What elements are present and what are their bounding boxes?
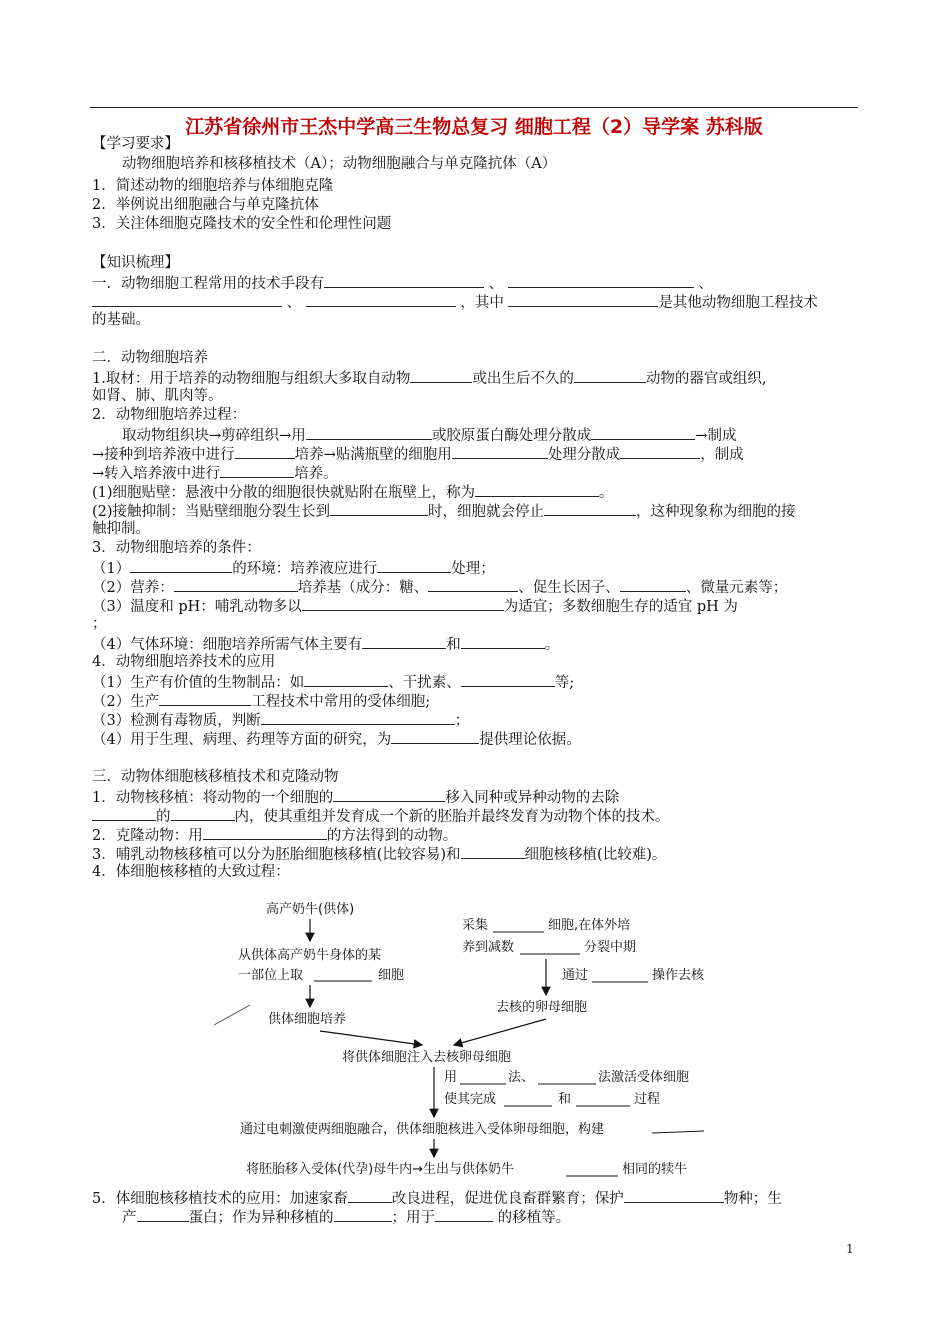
text: 物种；生 <box>723 1191 782 1207</box>
text: 等; <box>554 675 575 691</box>
fill-blank[interactable] <box>306 425 432 440</box>
section-2-line <box>92 463 338 484</box>
fill-blank[interactable] <box>304 672 388 687</box>
diagram-label: 细胞,在体外培 <box>548 918 631 933</box>
section-2-line <box>92 634 559 655</box>
section-2-line <box>92 558 495 579</box>
fill-blank[interactable] <box>171 806 235 821</box>
text: 培养基（成分：糖、 <box>297 580 429 596</box>
fill-blank[interactable] <box>306 292 456 307</box>
text: 、微量元素等； <box>685 580 788 596</box>
fill-blank[interactable] <box>620 577 686 592</box>
fill-blank[interactable] <box>137 1207 189 1222</box>
text: 或胶原蛋白酶处理分散成 <box>431 428 592 444</box>
section-2-line: 2．动物细胞培养过程： <box>92 407 247 423</box>
section-2-line <box>92 444 744 465</box>
section-1-line: 、 ，其中 是其他动物细胞工程技术 <box>92 292 818 313</box>
text: 3．哺乳动物核移植可以分为胚胎细胞核移植(比较容易)和 <box>92 847 461 863</box>
diagram-label: 相同的犊牛 <box>622 1162 688 1177</box>
text: 的移植等。 <box>497 1210 571 1226</box>
diagram-label: 和 <box>558 1092 572 1107</box>
section-3-line <box>92 844 666 865</box>
text: （4）用于生理、病理、药理等方面的研究，为 <box>92 732 392 748</box>
text: （1）生产有价值的生物制品：如 <box>92 675 305 691</box>
fill-blank[interactable] <box>508 273 694 288</box>
section-2-line <box>92 577 787 598</box>
diagram-blank <box>652 1131 704 1133</box>
section-3-line <box>92 787 619 808</box>
fill-blank[interactable] <box>461 672 555 687</box>
text: 改良进程，促进优良畜群繁育；保护 <box>391 1191 624 1207</box>
fill-blank[interactable] <box>461 844 525 859</box>
section-3-line <box>92 825 457 846</box>
fill-blank[interactable] <box>203 825 327 840</box>
section-heading-requirements: 【学习要求】 <box>92 136 179 152</box>
text: （4）气体环境：细胞培养所需气体主要有 <box>92 637 363 653</box>
diagram-label: 法激活受体细胞 <box>598 1070 690 1085</box>
page-number: 1 <box>846 1242 854 1256</box>
requirement-item: 3．关注体细胞克隆技术的安全性和伦理性问题 <box>92 216 392 232</box>
fill-blank[interactable] <box>544 501 636 516</box>
section-3-line <box>122 1207 570 1228</box>
text: 培养。 <box>294 466 338 482</box>
text: 或出生后不久的 <box>472 371 574 387</box>
text: 是其他动物细胞工程技术 <box>658 295 818 311</box>
text: 动物的器官或组织, <box>645 371 767 387</box>
diagram-label: 通过 <box>562 968 589 983</box>
diagram-label: 养到减数 <box>462 940 515 955</box>
section-2-line: ； <box>92 616 107 632</box>
section-3-line: 4．体细胞核移植的大致过程： <box>92 864 290 880</box>
section-3-line <box>92 1188 782 1209</box>
top-rule <box>90 107 858 108</box>
text: （2）生产 <box>92 694 160 710</box>
diagram-label: 分裂中期 <box>584 940 637 955</box>
text: 提供理论依据。 <box>479 732 581 748</box>
section-2-line <box>92 710 469 731</box>
diagram-label: 使其完成 <box>444 1092 497 1107</box>
text: 1.取材：用于培养的动物细胞与组织大多取自动物 <box>92 371 411 387</box>
text: ，制成 <box>700 447 744 463</box>
fill-blank[interactable] <box>508 292 658 307</box>
text: （1） <box>92 561 131 577</box>
diagram-label: 供体细胞培养 <box>268 1012 347 1027</box>
section-1-line: 的基础。 <box>92 312 150 328</box>
section-2-line <box>92 368 766 389</box>
section-3-heading: 三．动物体细胞核移植技术和克隆动物 <box>92 769 339 785</box>
text: 蛋白；作为异种移植的 <box>188 1210 334 1226</box>
diagram-label: 法、 <box>508 1070 535 1085</box>
diagram-label: 一部位上取 <box>238 968 304 983</box>
fill-blank[interactable] <box>302 596 504 611</box>
text: 产 <box>122 1210 137 1226</box>
text: 时，细胞就会停止 <box>428 504 545 520</box>
fill-blank[interactable] <box>428 577 518 592</box>
text: ； <box>454 713 470 729</box>
fill-blank[interactable] <box>620 444 700 459</box>
text: （3）温度和 pH：哺乳动物多以 <box>92 599 302 615</box>
nuclear-transfer-diagram <box>200 895 740 1185</box>
fill-blank[interactable] <box>348 1188 392 1203</box>
text: →制成 <box>695 428 737 444</box>
arrow <box>454 1019 546 1045</box>
text: 工程技术中常用的受体细胞; <box>251 694 431 710</box>
diagram-label: 过程 <box>634 1092 661 1107</box>
text: (1)细胞贴壁：悬液中分散的细胞很快就贴附在瓶壁上，称为 <box>92 485 476 501</box>
fill-blank[interactable] <box>261 710 455 725</box>
fill-blank[interactable] <box>334 1207 392 1222</box>
fill-blank[interactable] <box>410 368 472 383</box>
section-2-line <box>92 501 796 522</box>
fill-blank[interactable] <box>92 806 156 821</box>
fill-blank[interactable] <box>461 634 545 649</box>
fill-blank[interactable] <box>324 273 484 288</box>
text: 、促生长因子、 <box>518 580 620 596</box>
diagram-label: 采集 <box>462 918 489 933</box>
pointer-line <box>214 1005 250 1025</box>
text: 取动物组织块→剪碎组织→用 <box>122 428 306 444</box>
section-2-line <box>92 672 574 693</box>
text: 的方法得到的动物。 <box>326 828 458 844</box>
text: 为适宜；多数细胞生存的适宜 pH 为 <box>503 599 738 615</box>
text: (2)接触抑制：当贴壁细胞分裂生长到 <box>92 504 331 520</box>
fill-blank[interactable] <box>130 558 232 573</box>
fill-blank[interactable] <box>174 577 298 592</box>
text: 细胞核移植(比较难)。 <box>524 847 667 863</box>
diagram-label: 细胞 <box>378 968 405 983</box>
text: 的 <box>156 809 171 825</box>
text: （2）营养： <box>92 580 174 596</box>
section-heading-knowledge: 【知识梳理】 <box>92 255 179 271</box>
text: ，这种现象称为细胞的接 <box>636 504 796 520</box>
fill-blank[interactable] <box>159 691 251 706</box>
section-1-line: 一．动物细胞工程常用的技术手段有 、 、 <box>92 273 713 294</box>
section-2-line <box>92 729 581 750</box>
section-2-line <box>92 596 738 617</box>
fill-blank[interactable] <box>220 463 294 478</box>
text: ；用于 <box>391 1210 435 1226</box>
fill-blank[interactable] <box>92 292 282 307</box>
text: 。 <box>544 637 560 653</box>
text: 1．动物核移植：将动物的一个细胞的 <box>92 790 334 806</box>
fill-blank[interactable] <box>435 1207 493 1222</box>
diagram-label: 从供体高产奶牛身体的某 <box>238 948 382 963</box>
fill-blank[interactable] <box>624 1188 724 1203</box>
fill-blank[interactable] <box>475 482 599 497</box>
arrow <box>320 1031 422 1045</box>
text: 处理分散成 <box>547 447 621 463</box>
text: 的环境：培养液应进行 <box>232 561 378 577</box>
fill-blank[interactable] <box>362 634 446 649</box>
text: 一．动物细胞工程常用的技术手段有 <box>92 276 324 292</box>
text: 。 <box>599 485 614 501</box>
fill-blank[interactable] <box>452 444 548 459</box>
section-2-line <box>122 425 736 446</box>
requirement-main: 动物细胞培养和核移植技术（A）；动物细胞融合与单克隆抗体（A） <box>122 156 557 172</box>
diagram-label: 用 <box>444 1070 458 1085</box>
section-2-line <box>92 482 614 503</box>
text: 移入同种或异种动物的去除 <box>445 790 620 806</box>
fill-blank[interactable] <box>391 729 479 744</box>
text: ，其中 <box>460 295 504 311</box>
fill-blank[interactable] <box>330 501 428 516</box>
section-2-line: 触抑制。 <box>92 521 150 537</box>
section-2-line: 4．动物细胞培养技术的应用 <box>92 654 276 670</box>
diagram-label: 将供体细胞注入去核卵母细胞 <box>342 1050 512 1065</box>
text: 培养→贴满瓶壁的细胞用 <box>294 447 452 463</box>
requirement-item: 2．举例说出细胞融合与单克隆抗体 <box>92 197 319 213</box>
diagram-label: 操作去核 <box>652 968 705 983</box>
fill-blank[interactable] <box>591 425 695 440</box>
requirement-item: 1．简述动物的细胞培养与体细胞克隆 <box>92 178 334 194</box>
section-3-line <box>92 806 670 827</box>
fill-blank[interactable] <box>377 558 451 573</box>
text: （3）检测有毒物质，判断 <box>92 713 261 729</box>
fill-blank[interactable] <box>333 787 445 802</box>
text: →转入培养液中进行 <box>92 466 221 482</box>
diagram-label: 去核的卵母细胞 <box>496 1000 588 1015</box>
text: 和 <box>446 637 461 653</box>
section-2-line: 如肾、肺、肌肉等。 <box>92 388 223 404</box>
fill-blank[interactable] <box>235 444 295 459</box>
diagram-label: 通过电刺激使两细胞融合，供体细胞核进入受体卵母细胞，构建 <box>240 1122 605 1137</box>
text: 、干扰素、 <box>388 675 461 691</box>
fill-blank[interactable] <box>574 368 646 383</box>
text: 内，使其重组并发育成一个新的胚胎并最终发育为动物个体的技术。 <box>234 809 670 825</box>
text: 5．体细胞核移植技术的应用：加速家畜 <box>92 1191 348 1207</box>
text: 2．克隆动物：用 <box>92 828 203 844</box>
section-2-line: 3．动物细胞培养的条件： <box>92 540 261 556</box>
section-2-line <box>92 691 430 712</box>
text: 处理； <box>451 561 495 577</box>
diagram-label: 高产奶牛(供体) <box>266 902 355 917</box>
diagram-label: 将胚胎移入受体(代孕)母牛内→生出与供体奶牛 <box>246 1162 515 1177</box>
page-title: 江苏省徐州市王杰中学高三生物总复习 细胞工程（2）导学案 苏科版 <box>185 116 763 138</box>
text: →接种到培养液中进行 <box>92 447 235 463</box>
section-2-heading: 二．动物细胞培养 <box>92 350 208 366</box>
